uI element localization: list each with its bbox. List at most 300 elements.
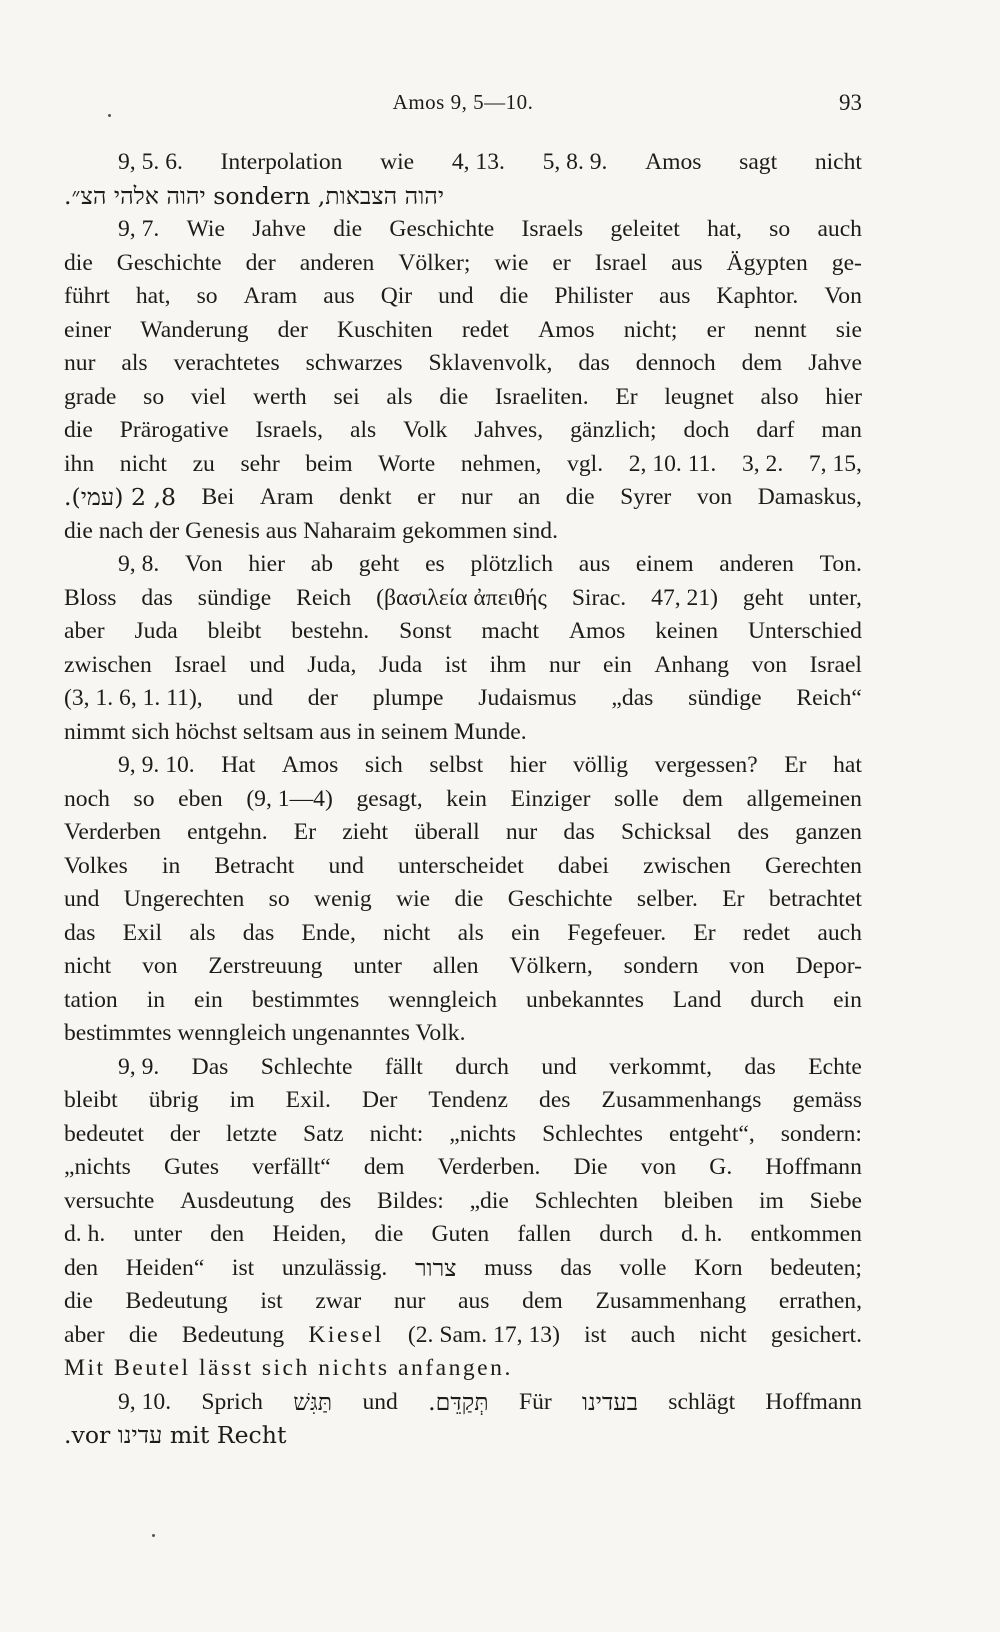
text-word: aus <box>323 283 355 309</box>
text-word: Ende, <box>301 919 356 946</box>
text-line <box>64 783 862 817</box>
text-word: Betracht <box>214 852 295 879</box>
text-word: zwar <box>315 1288 362 1314</box>
text-line <box>64 314 862 348</box>
text-word: unterscheidet <box>397 852 524 879</box>
text-word: Bei <box>201 484 235 510</box>
text-word: plötzlich <box>470 551 554 577</box>
text-word: Judaismus <box>478 685 577 711</box>
text-word: ist <box>444 651 468 678</box>
text-line <box>64 515 862 549</box>
text-word: zieht <box>342 819 389 845</box>
text-word: 9, 9. 10. <box>118 752 195 778</box>
text-word: d. h. <box>681 1221 723 1247</box>
text-word: nur <box>548 651 581 678</box>
text-word: von <box>696 484 733 510</box>
text-word: bedeutet <box>64 1120 144 1147</box>
text-word: nicht <box>383 919 431 946</box>
text-word: Philister <box>554 283 633 309</box>
text-line <box>64 1218 862 1252</box>
text-word: Juda <box>379 651 423 678</box>
text-word: Geschichte <box>507 886 613 912</box>
print-speck <box>152 1534 155 1537</box>
text-word: entkommen <box>750 1221 862 1247</box>
text-line <box>64 582 862 616</box>
text-word: Jahve <box>808 350 862 376</box>
text-word: als <box>457 919 484 946</box>
commentary-text <box>64 146 862 1453</box>
text-word: gemäss <box>792 1087 862 1113</box>
text-word: denkt <box>339 484 392 510</box>
text-word: Ungerechten <box>123 886 245 912</box>
text-line <box>64 749 862 783</box>
text-word: בעדינו <box>582 1387 639 1416</box>
text-word: 47, 21) <box>651 584 718 611</box>
text-word: unzulässig. <box>281 1254 388 1281</box>
text-word: ihn <box>64 450 95 477</box>
text-word: aus <box>578 551 611 577</box>
text-word: als <box>349 417 377 443</box>
text-line <box>64 1419 862 1453</box>
text-word: gesichert. <box>770 1321 862 1348</box>
text-word: plumpe <box>372 685 444 711</box>
text-word: Israels <box>521 216 584 242</box>
text-word: also <box>760 383 799 410</box>
text-word: Hoffmann <box>765 1154 862 1180</box>
text-word: aber <box>64 1321 105 1348</box>
text-word: so <box>143 383 165 410</box>
text-word: die nach der Genesis aus Naharaim gekommen sind. <box>64 517 559 544</box>
text-word: Reich“ <box>796 685 862 711</box>
text-word: entgehn. <box>187 819 268 845</box>
text-word: vergessen? <box>654 752 758 778</box>
text-word: Geschichte <box>116 249 222 276</box>
text-word: aus <box>658 283 691 309</box>
text-word: darf <box>756 417 795 443</box>
text-word: selber. <box>636 886 698 912</box>
text-word: als <box>189 919 216 946</box>
text-word: Unterschied <box>747 618 862 644</box>
text-word: zwischen <box>64 651 152 678</box>
text-word: Amos <box>645 149 702 175</box>
text-word: Qir <box>380 283 413 309</box>
text-word: Bedeutung <box>181 1321 285 1348</box>
text-word: die <box>454 886 484 912</box>
text-word: Bedeutung <box>125 1288 228 1314</box>
text-word: Zusammenhang <box>595 1288 747 1314</box>
text-word: dem <box>741 350 783 376</box>
text-word: vgl. <box>567 450 604 477</box>
text-word: werth <box>252 383 307 410</box>
text-word: aus <box>458 1288 490 1314</box>
text-word: Aram <box>259 484 314 510</box>
text-word: Sprich <box>201 1388 263 1415</box>
text-line <box>64 146 862 180</box>
text-word: צרור <box>414 1253 457 1282</box>
text-word: nicht: <box>369 1120 424 1147</box>
text-word: betrachtet <box>768 886 862 912</box>
text-word: תַּגִּשׁ <box>293 1387 333 1416</box>
text-word: die <box>64 1288 93 1314</box>
text-line <box>64 1017 862 1051</box>
text-word: Korn <box>694 1254 743 1281</box>
text-word: Bildes: <box>377 1187 444 1214</box>
text-word: nicht <box>699 1321 747 1348</box>
text-word: ge- <box>831 249 862 276</box>
text-word: doch <box>683 417 730 443</box>
text-line <box>64 1319 862 1353</box>
text-line <box>64 1386 862 1420</box>
text-word: Wie <box>186 216 225 242</box>
text-word: תְּקַדֵּם. <box>428 1387 489 1416</box>
text-word: Jahves, <box>474 417 544 443</box>
text-word: bestimmtes wenngleich ungenanntes Volk. <box>64 1020 466 1046</box>
text-word: Anhang <box>654 651 730 678</box>
text-word: hier <box>248 551 286 577</box>
text-word: anderen <box>719 551 794 577</box>
text-line <box>64 1285 862 1319</box>
text-word: Zusammenhangs <box>601 1087 762 1113</box>
text-word: 9, 10. <box>118 1388 172 1415</box>
text-word: Völker; <box>398 249 471 276</box>
text-line <box>64 1118 862 1152</box>
text-word: Schlechtes <box>542 1120 643 1147</box>
text-word: und <box>64 886 100 912</box>
text-line <box>64 850 862 884</box>
text-word: Ägypten <box>726 249 808 276</box>
text-word: 2, 10. 11. <box>628 450 717 477</box>
text-word: Sonst <box>399 618 452 644</box>
text-word: 9, 9. <box>118 1053 160 1080</box>
text-word: Zerstreuung <box>208 953 323 979</box>
text-word: Schlechten <box>534 1187 639 1214</box>
text-word: Geschichte <box>389 216 495 242</box>
text-word: ein <box>602 651 632 678</box>
text-word: sich <box>364 752 403 778</box>
text-word: Hoffmann <box>765 1388 862 1415</box>
text-word: die <box>439 383 469 410</box>
text-word: nicht; <box>623 316 678 343</box>
text-word: G. <box>709 1154 733 1180</box>
text-word: des <box>319 1187 352 1214</box>
text-word: Juda <box>134 618 178 644</box>
text-line <box>64 213 862 247</box>
text-word: Kuschiten <box>336 316 433 343</box>
text-line <box>64 950 862 984</box>
text-word: ist <box>231 1254 255 1281</box>
text-word: Jahve <box>252 216 306 242</box>
text-word: Aram <box>243 283 298 309</box>
text-word: geleitet <box>610 216 680 242</box>
text-word: 9, 5. 6. <box>118 149 183 175</box>
text-word: macht <box>481 618 540 644</box>
text-line <box>64 649 862 683</box>
text-word: ist <box>584 1321 607 1348</box>
text-word: anderen <box>299 249 375 276</box>
text-word: aus <box>671 249 703 276</box>
text-word: die <box>374 1221 404 1247</box>
text-word: Von <box>185 551 223 577</box>
text-word: Amos <box>281 752 339 778</box>
text-word: Für <box>518 1388 552 1415</box>
text-word: Von <box>824 283 862 309</box>
text-word: so <box>133 785 155 812</box>
text-word: übrig <box>148 1087 199 1113</box>
text-word: und <box>249 651 285 678</box>
text-word: Exil. <box>285 1087 331 1113</box>
text-word: so <box>769 216 791 242</box>
text-line <box>64 1352 862 1386</box>
text-word: bestehn. <box>291 618 370 644</box>
text-word: muss <box>484 1254 533 1281</box>
text-word: geht <box>742 584 784 611</box>
text-word: „die <box>469 1187 509 1214</box>
text-word: sie <box>835 316 862 343</box>
text-word: Sklavenvolk, <box>428 350 553 376</box>
text-word: volle <box>619 1254 667 1281</box>
text-word: fällt <box>384 1053 423 1080</box>
text-word: verkommt, <box>609 1053 712 1080</box>
text-word: Ton. <box>819 551 862 577</box>
text-word: Das <box>191 1053 229 1080</box>
text-word: dennoch <box>635 350 716 376</box>
text-word: der <box>307 685 338 711</box>
text-word: Völkern, <box>509 953 593 979</box>
text-word: Juda, <box>307 651 357 678</box>
text-word: einem <box>635 551 694 577</box>
text-word: 4, 13. <box>451 149 505 175</box>
text-word: sondern: <box>780 1120 862 1147</box>
text-word: Verderben <box>64 819 161 845</box>
text-word: 7, 15, <box>808 450 862 477</box>
text-word: Tendenz <box>428 1087 508 1113</box>
text-word: bestimmtes <box>251 986 360 1013</box>
text-word: sei <box>333 383 360 410</box>
text-word: unbekanntes <box>526 986 644 1013</box>
text-word: des <box>539 1087 571 1113</box>
text-word: das <box>141 584 173 611</box>
text-word: Ausdeutung <box>180 1187 295 1214</box>
text-word: Reich <box>296 584 352 611</box>
text-line <box>64 347 862 381</box>
text-line <box>64 917 862 951</box>
text-word: Er <box>784 752 807 778</box>
text-word: fallen <box>517 1221 572 1247</box>
text-line <box>64 682 862 716</box>
text-word: Wanderung <box>140 316 249 343</box>
text-word: entgeht“, <box>668 1120 755 1147</box>
text-word: und <box>328 852 364 879</box>
text-word: das <box>560 1254 592 1281</box>
text-line <box>64 414 862 448</box>
text-line <box>64 816 862 850</box>
text-word: zu <box>192 450 215 477</box>
text-line <box>64 1185 862 1219</box>
text-word: Israel <box>809 651 862 678</box>
text-word: unter <box>353 953 402 979</box>
text-word: den <box>64 1254 99 1281</box>
text-word: wie <box>396 886 431 912</box>
text-word: Land <box>672 986 722 1013</box>
running-head: Amos 9, 5—10. <box>392 90 534 114</box>
text-word: hier <box>509 752 547 778</box>
text-word: er <box>706 316 725 343</box>
text-word: die <box>499 283 529 309</box>
text-word: im <box>229 1087 255 1113</box>
text-word: schwarzes <box>305 350 403 376</box>
text-line <box>64 548 862 582</box>
text-word: allen <box>432 953 479 979</box>
text-word: das <box>578 350 610 376</box>
text-word: Schlechte <box>260 1053 353 1080</box>
text-line <box>64 615 862 649</box>
text-word: als <box>121 350 148 376</box>
text-word: nicht <box>814 149 862 175</box>
text-word: dem <box>682 785 723 812</box>
text-word: Heiden“ <box>125 1254 205 1281</box>
text-word: Exil <box>122 919 163 946</box>
text-word: „nichts <box>449 1120 517 1147</box>
text-word: Israels, <box>255 417 324 443</box>
text-word: die <box>128 1321 158 1348</box>
print-speck <box>108 114 111 117</box>
text-word: nur <box>505 819 538 845</box>
text-word: eben <box>178 785 223 812</box>
text-word: die <box>565 484 595 510</box>
text-word: Er <box>722 886 745 912</box>
text-word: Volkes <box>64 852 128 879</box>
text-word: gesagt, <box>356 785 423 812</box>
text-word: der <box>277 316 308 343</box>
text-word: (βασιλεία ἀπειθής <box>376 584 547 611</box>
text-word: sagt <box>739 149 778 175</box>
text-word: wie <box>494 249 529 276</box>
text-word: auch <box>630 1321 676 1348</box>
text-word: so <box>196 283 218 309</box>
text-word: wie <box>380 149 415 175</box>
text-word: hat <box>833 752 862 778</box>
text-word: hat, <box>135 283 171 309</box>
text-word: leugnet <box>664 383 734 410</box>
text-word: Hat <box>221 752 256 778</box>
text-word: nimmt sich höchst seltsam aus in seinem Munde. <box>64 718 527 745</box>
text-word: an <box>517 484 541 510</box>
text-word: aber <box>64 618 105 644</box>
text-word: so <box>268 886 290 912</box>
text-word: 9, 7. <box>118 216 160 242</box>
text-word: 5, 8. 9. <box>542 149 608 175</box>
text-word: Fegefeuer. <box>567 919 667 946</box>
text-word: kein <box>446 785 487 812</box>
text-word: zwischen <box>643 852 731 879</box>
text-word: dabei <box>557 852 609 879</box>
text-word: den <box>210 1221 245 1247</box>
text-word: Mit Beutel lässt sich nichts anfangen. <box>64 1355 513 1381</box>
text-word: nicht <box>64 953 112 979</box>
text-line <box>64 180 862 214</box>
text-line <box>64 716 862 750</box>
page-number: 93 <box>839 90 862 115</box>
text-word: es <box>425 551 445 577</box>
text-line <box>64 481 862 515</box>
text-word: wenig <box>314 886 372 912</box>
text-word: das <box>242 919 275 946</box>
text-word: versuchte <box>64 1187 155 1214</box>
text-word: Die <box>573 1154 608 1180</box>
text-word: nicht <box>119 450 167 477</box>
text-word: verfällt“ <box>252 1154 331 1180</box>
text-word: tation <box>64 986 118 1013</box>
text-word: Kaphtor. <box>716 283 799 309</box>
text-word: sehr <box>240 450 280 477</box>
text-word: die <box>64 417 93 443</box>
text-word: Guten <box>431 1221 490 1247</box>
text-word: sündige <box>197 584 272 611</box>
text-word: Prärogative <box>119 417 229 443</box>
text-word: durch <box>750 986 805 1013</box>
text-word: allgemeinen <box>746 785 862 812</box>
text-word: das <box>563 819 595 845</box>
text-line <box>64 247 862 281</box>
text-word: völlig <box>572 752 629 778</box>
text-word: Er <box>615 383 638 410</box>
text-word: als <box>386 383 413 410</box>
text-word: 9, 8. <box>118 551 160 577</box>
text-word: das <box>744 1053 776 1080</box>
text-word: Depor- <box>795 953 862 979</box>
text-word: Damaskus, <box>757 484 862 510</box>
text-word: Echte <box>808 1053 862 1080</box>
text-word: von <box>729 953 765 979</box>
text-word: 8, 2 (עמי). <box>64 483 176 511</box>
text-word: einer <box>64 316 112 343</box>
text-word: Gerechten <box>765 852 862 879</box>
text-word: Bloss <box>64 584 117 611</box>
text-word: (9, 1—4) <box>246 785 333 812</box>
text-word: (2. Sam. 17, 13) <box>407 1321 560 1348</box>
text-word: von <box>751 651 788 678</box>
text-word: nennt <box>754 316 807 343</box>
text-word: errathen, <box>778 1288 862 1314</box>
text-word: solle <box>614 785 659 812</box>
text-line <box>64 381 862 415</box>
text-word: Er <box>293 819 317 845</box>
text-word: ganzen <box>795 819 862 845</box>
text-word: Volk <box>403 417 448 443</box>
text-word: er <box>552 249 571 276</box>
text-word: hier <box>825 383 862 410</box>
text-word: 3, 2. <box>741 450 784 477</box>
text-word: sündige <box>688 685 762 711</box>
text-word: d. h. <box>64 1221 106 1247</box>
text-word: Der <box>361 1087 398 1113</box>
text-word: Amos <box>538 316 595 343</box>
text-word: Israeliten. <box>494 383 589 410</box>
text-word: auch <box>817 919 862 946</box>
text-word: Satz <box>303 1120 344 1147</box>
text-word: ein <box>194 986 223 1013</box>
text-word: der <box>169 1120 201 1147</box>
text-word: die <box>64 249 93 276</box>
text-word: hat, <box>707 216 742 242</box>
text-line <box>64 280 862 314</box>
text-word: in <box>146 986 166 1013</box>
text-line <box>64 1151 862 1185</box>
text-word: im <box>758 1187 784 1214</box>
text-line <box>64 883 862 917</box>
text-word: Gutes <box>163 1154 220 1180</box>
text-word: Syrer <box>620 484 672 510</box>
